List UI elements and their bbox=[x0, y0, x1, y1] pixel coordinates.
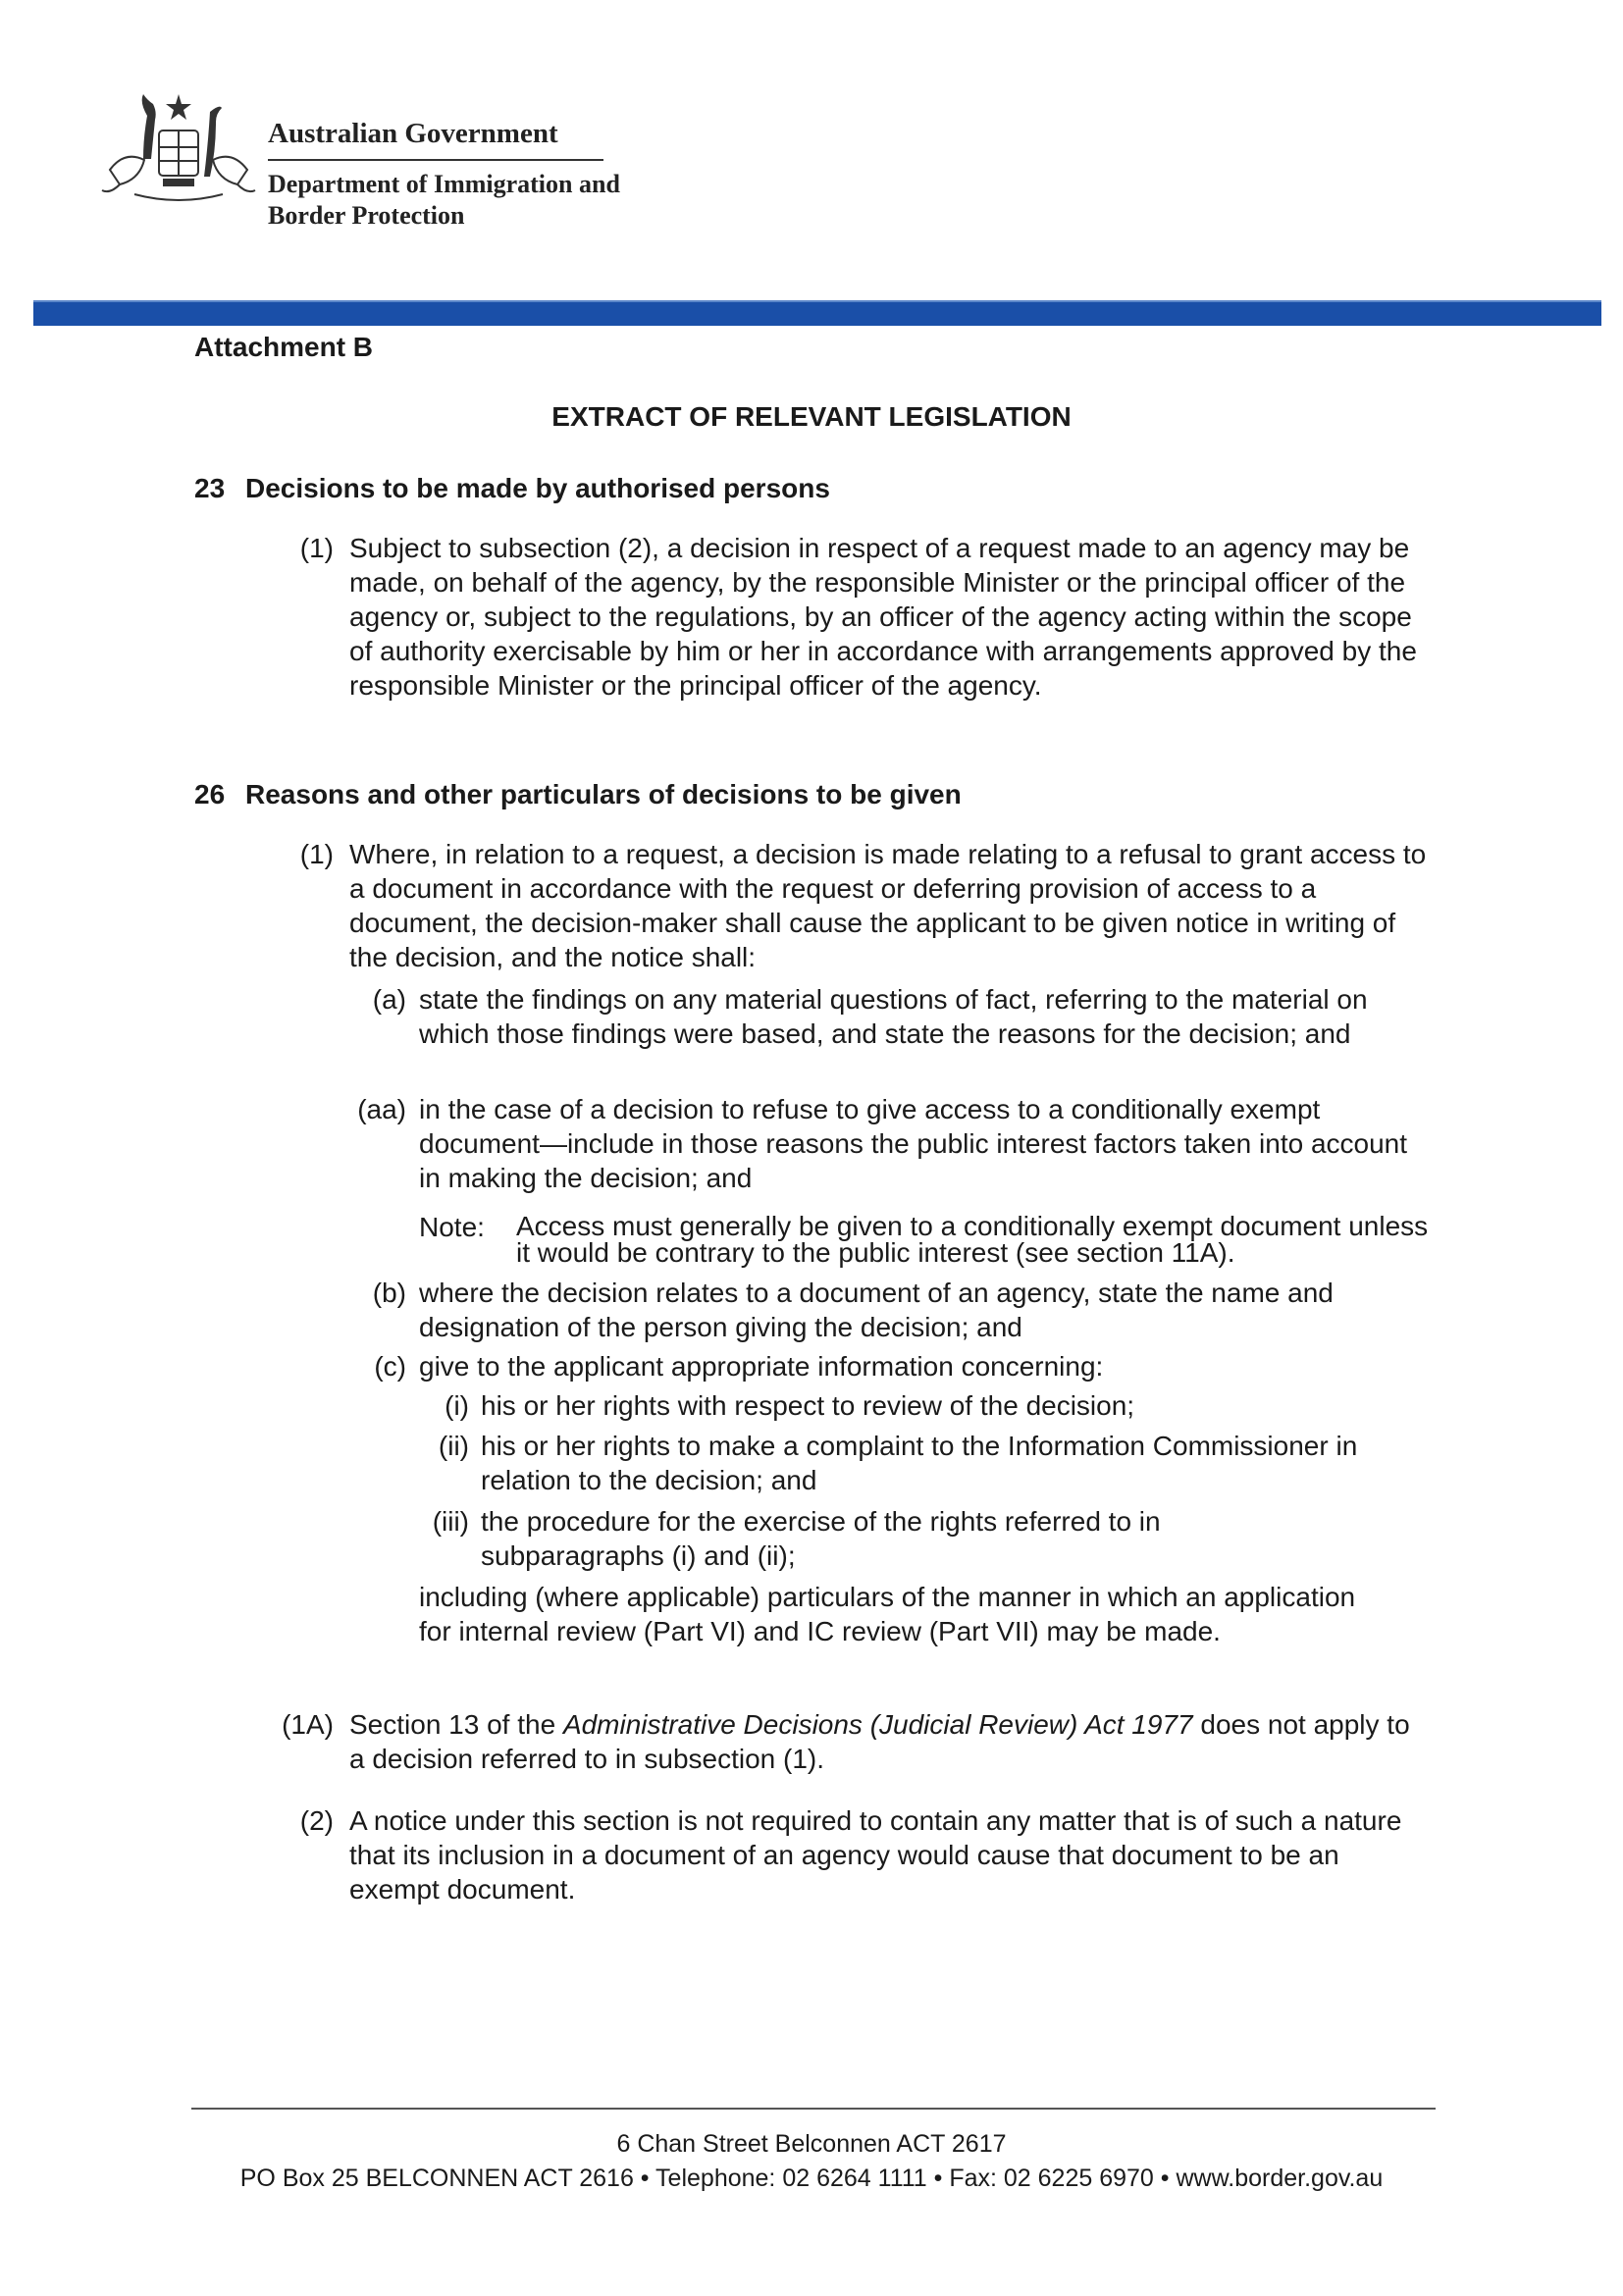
s26-para-c-text: give to the applicant appropriate information concerning: bbox=[419, 1351, 1104, 1382]
s26-subpara-i-number: (i) bbox=[445, 1390, 469, 1421]
s26-subsection-1A-number: (1A) bbox=[282, 1709, 334, 1740]
s26-para-aa-text: in the case of a decision to refuse to give access to a conditionally exempt document—include in those reasons the public interest factors taken into account in making the decision; and bbox=[419, 1094, 1408, 1193]
s26-subpara-ii-number: (ii) bbox=[438, 1431, 469, 1461]
s26-para-aa-number: (aa) bbox=[357, 1094, 406, 1124]
s26-subpara-ii-text: his or her rights to make a complaint to the Information Commissioner in relation to the decision; and bbox=[481, 1431, 1358, 1495]
s26-para-c-number: (c) bbox=[374, 1351, 406, 1382]
s26-subpara-iii-number: (iii) bbox=[432, 1506, 469, 1537]
attachment-label: Attachment B bbox=[194, 332, 374, 362]
act-title: Administrative Decisions (Judicial Review) Act 1977 bbox=[562, 1709, 1193, 1740]
s26-1A-pre: Section 13 of the bbox=[349, 1709, 563, 1740]
s26-subpara-i-text: his or her rights with respect to review of the decision; bbox=[481, 1390, 1135, 1421]
s23-subsection-number: (1) bbox=[299, 533, 334, 563]
coat-of-arms-logo bbox=[90, 77, 267, 224]
s26-subsection-1A-text bbox=[349, 1707, 1419, 1776]
header-band bbox=[33, 302, 1601, 326]
s26-para-b-text: where the decision relates to a document of an agency, state the name and designation of the person giving the decision; and bbox=[419, 1278, 1334, 1342]
letterhead-divider bbox=[268, 159, 603, 161]
section-26-number: 26 bbox=[194, 779, 226, 809]
footer-address: 6 Chan Street Belconnen ACT 2617 bbox=[616, 2130, 1007, 2158]
s26-subpara-iii-text: the procedure for the exercise of the rights referred to in subparagraphs (i) and (ii); bbox=[481, 1506, 1161, 1571]
footer-contact: PO Box 25 BELCONNEN ACT 2616 • Telephone: 02 6264 1111 • Fax: 02 6225 6970 • www.border.gov.au bbox=[239, 2165, 1384, 2192]
department-name: Department of Immigration and Border Protection bbox=[268, 170, 620, 230]
s26-para-b-number: (b) bbox=[372, 1278, 406, 1308]
government-name: Australian Government bbox=[268, 118, 558, 149]
note-text: Access must generally be given to a conditionally exempt document unless it would be contrary to the public interest (see section 11A). bbox=[516, 1211, 1429, 1268]
page-title: EXTRACT OF RELEVANT LEGISLATION bbox=[551, 401, 1072, 432]
s26-subsection-1-text: Where, in relation to a request, a decision is made relating to a refusal to grant access to a document in accordance with the request or deferring provision of access to a document, the decision-maker shall cause the applicant to be given notice in writing of the decision, and the notice shall: bbox=[349, 839, 1427, 972]
s26-subsection-2-text: A notice under this section is not required to contain any matter that is of such a nature that its inclusion in a document of an agency would cause that document to be an exempt document. bbox=[349, 1805, 1402, 1905]
s23-subsection-text: Subject to subsection (2), a decision in respect of a request made to an agency may be made, on behalf of the agency, by the responsible Minister or the principal officer of the agency or, subject to the regulations, by an officer of the agency acting within the scope of authority exercisable by him or her in accordance with arrangements approved by the responsible Minister or the principal officer of the agency. bbox=[349, 533, 1417, 701]
s26-including-text: including (where applicable) particulars of the manner in which an application for internal review (Part VI) and IC review (Part VII) may be made. bbox=[419, 1582, 1356, 1646]
note-label: Note: bbox=[419, 1212, 485, 1242]
section-23-number: 23 bbox=[194, 473, 226, 503]
section-23-title: Decisions to be made by authorised persons bbox=[245, 473, 830, 503]
footer-divider bbox=[191, 2108, 1436, 2110]
s26-subsection-2-number: (2) bbox=[299, 1805, 334, 1836]
s26-1A-post: does not apply to a decision referred to in subsection (1). bbox=[349, 1709, 1410, 1774]
s26-para-a-number: (a) bbox=[372, 984, 406, 1015]
s26-para-a-text: state the findings on any material questions of fact, referring to the material on which those findings were based, and state the reasons for the decision; and bbox=[419, 984, 1368, 1049]
s26-subsection-1-number: (1) bbox=[299, 839, 334, 869]
section-26-title: Reasons and other particulars of decisions to be given bbox=[245, 779, 962, 809]
